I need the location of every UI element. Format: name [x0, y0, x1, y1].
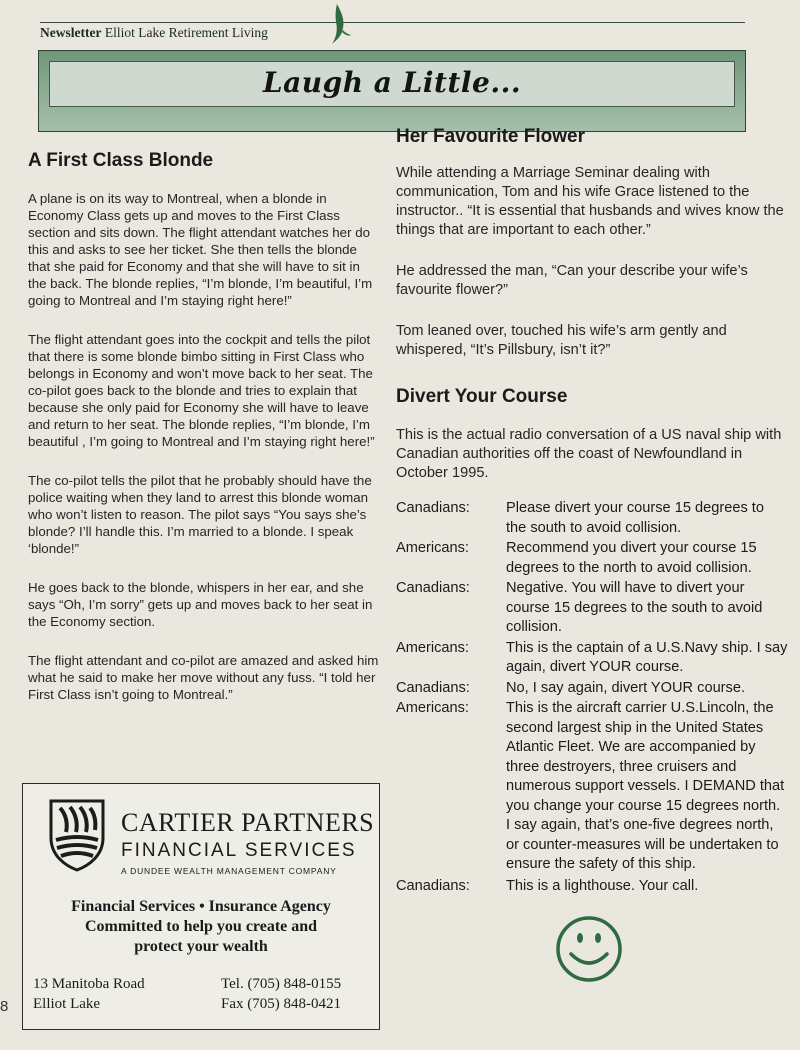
phone-tel: Tel. (705) 848-0155 [221, 976, 342, 992]
page-number: 8 [0, 998, 9, 1015]
divert-intro: This is the actual radio conversation of a US naval ship with Canadian authorities off the coast of Newfoundland in October 1995. [396, 427, 782, 481]
dialogue-line [396, 679, 788, 699]
blonde-paragraph: The co-pilot tells the pilot that he probably should have the police waiting when they land to arrest this blonde woman who won’t listen to reason. The pilot says “You says she’s blonde? I’ll handle this. I’m married to a blonde. I speak ‘blonde!” [28, 473, 372, 556]
radio-dialogue [396, 499, 788, 896]
dialogue-line [396, 639, 788, 678]
cartier-partners-ad [22, 783, 380, 1030]
ad-address [33, 974, 145, 1014]
header-rule [40, 22, 745, 23]
ad-services-block [23, 897, 379, 957]
article-title-flower: Her Favourite Flower [396, 126, 585, 147]
company-subtitle: FINANCIAL SERVICES [121, 840, 357, 861]
dialogue-text: This is the aircraft carrier U.S.Lincoln, the second largest ship in the United States Atlantic Fleet. We are accompanied by three destroyers, three cruisers and numerous support vessels. I DEMAND that you change your course 15 degrees north. I say again, that’s one-five degrees north, or counter-measures will be undertaken to ensure the safety of this ship. [506, 700, 785, 872]
dialogue-line [396, 579, 788, 638]
article-title-divert: Divert Your Course [396, 386, 568, 407]
publication-name: Elliot Lake Retirement Living [104, 25, 268, 40]
dialogue-speaker: Canadians: [396, 500, 470, 516]
flower-paragraph: While attending a Marriage Seminar dealing with communication, Tom and his wife Grace listened to the instructor.. “It is essential that husbands and wives know the things that are important to each other.” [396, 165, 784, 238]
dialogue-text: This is the captain of a U.S.Navy ship. I say again, divert YOUR course. [506, 639, 788, 675]
dialogue-speaker: Americans: [396, 700, 469, 716]
dialogue-text: This is a lighthouse. Your call. [506, 877, 699, 894]
flower-paragraph: He addressed the man, “Can your describe your wife’s favourite flower?” [396, 263, 748, 298]
dialogue-speaker: Americans: [396, 540, 469, 556]
blonde-paragraph: The flight attendant goes into the cockpit and tells the pilot that there is some blonde bimbo sitting in First Class who belongs in Economy and won’t move back to her seat. The co-pilot goes back to the blonde and tries to explain that because she only paid for Economy she will have to leave and return to her seat. The blonde replies, “I’m blonde, I’m beautiful , I’m going to Montreal and I’m staying right here!” [28, 332, 375, 449]
company-name: CARTIER PARTNERS [121, 808, 375, 837]
phone-fax: Fax (705) 848-0421 [221, 996, 341, 1012]
newsletter-label: Newsletter [40, 25, 102, 40]
ad-phone [221, 974, 371, 1014]
article-title-blonde: A First Class Blonde [28, 150, 214, 171]
ad-slogan-line: protect your wealth [134, 938, 268, 955]
leaf-icon [328, 2, 352, 46]
banner-inner-panel [49, 61, 735, 107]
blonde-paragraph: A plane is on its way to Montreal, when a blonde in Economy Class gets up and moves to the First Class section and sits down. The flight attendant watches her do this and asks to see her ticket. She then tells the blonde that she paid for Economy and that she will have to sit in the back. The blonde replies, “I’m blonde, I’m beautiful, I’m going to Montreal and I’m staying right here!” [28, 191, 373, 308]
dialogue-speaker: Canadians: [396, 877, 470, 894]
address-line: Elliot Lake [33, 996, 101, 1012]
dialogue-line [396, 499, 788, 538]
ad-slogan-line: Committed to help you create and [84, 918, 318, 935]
blonde-paragraph: He goes back to the blonde, whispers in her ear, and she says “Oh, I’m sorry” gets up and moves back to her seat in the Economy section. [28, 580, 373, 629]
dialogue-speaker: Americans: [396, 639, 469, 656]
banner-title: Laugh a Little... [262, 66, 522, 99]
company-tagline: A DUNDEE WEALTH MANAGEMENT COMPANY [121, 866, 337, 876]
ad-services-line: Financial Services • Insurance Agency [71, 898, 331, 915]
dialogue-line [396, 877, 788, 897]
flower-paragraph: Tom leaned over, touched his wife’s arm gently and whispered, “It’s Pillsbury, isn’t it?” [396, 323, 727, 358]
address-line: 13 Manitoba Road [33, 976, 145, 992]
dialogue-line [396, 699, 788, 875]
right-column [396, 120, 788, 984]
dialogue-text: No, I say again, divert YOUR course. [506, 679, 746, 696]
dialogue-text: Negative. You will have to divert your course 15 degrees to the south to avoid collision. [506, 580, 763, 635]
shield-ship-icon [48, 798, 106, 872]
smiley-face-icon [554, 914, 624, 984]
left-column [28, 140, 380, 725]
dialogue-text: Please divert your course 15 degrees to the south to avoid collision. [506, 500, 764, 536]
dialogue-speaker: Canadians: [396, 679, 470, 696]
dialogue-speaker: Canadians: [396, 580, 470, 596]
running-head [40, 25, 268, 41]
dialogue-text: Recommend you divert your course 15 degrees to the north to avoid collision. [506, 540, 757, 576]
blonde-paragraph: The flight attendant and co-pilot are amazed and asked him what he said to make her move without any fuss. “I told her First Class isn’t going to Montreal.” [28, 653, 379, 702]
dialogue-line [396, 539, 788, 578]
